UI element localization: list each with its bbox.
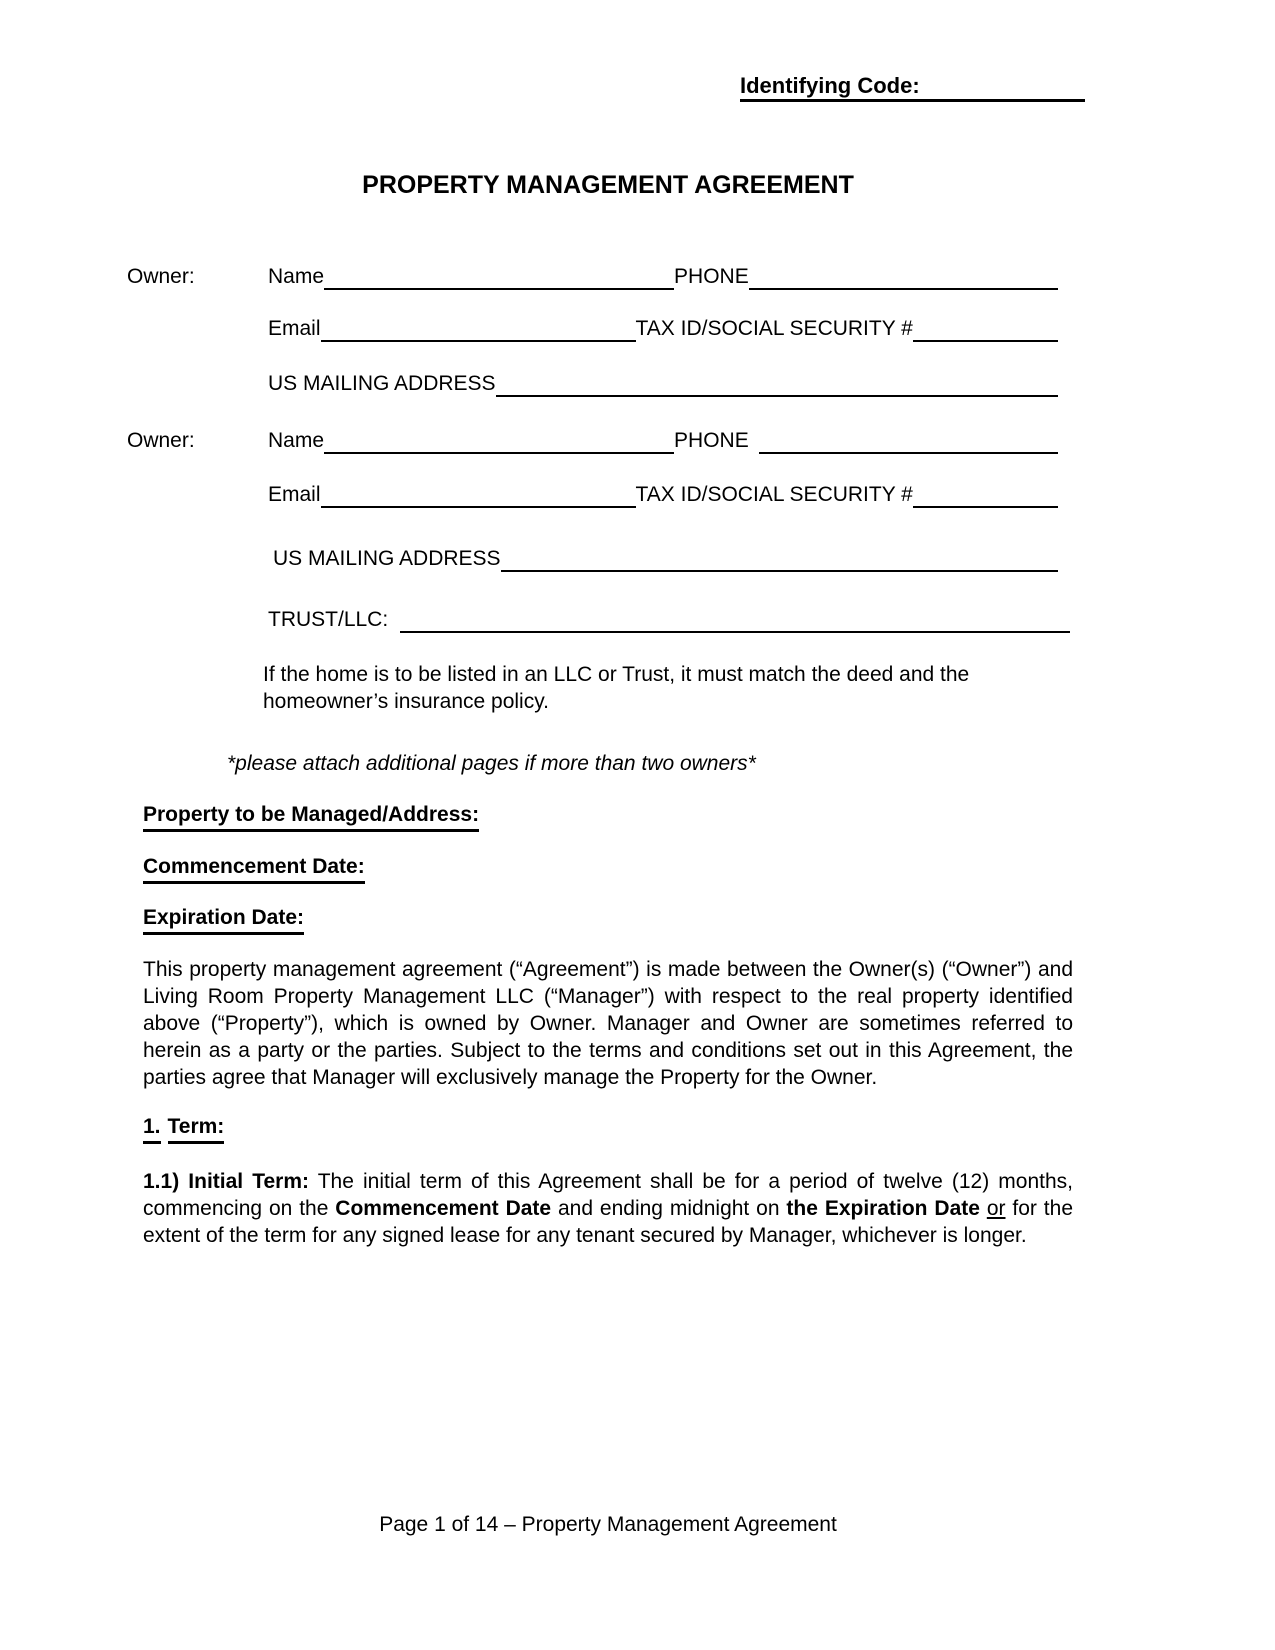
- owner2-mailing-address-label: US MAILING ADDRESS: [273, 547, 501, 570]
- trust-llc-label: TRUST/LLC:: [268, 608, 389, 631]
- owner2-name-phone-row: [268, 427, 1058, 454]
- owner1-taxid-blank[interactable]: [913, 315, 1058, 342]
- owner1-name-phone-row: [268, 263, 1058, 290]
- identifying-code-field[interactable]: [740, 72, 1085, 102]
- owner2-email-blank[interactable]: [321, 481, 636, 508]
- owner2-phone-blank[interactable]: [759, 427, 1058, 454]
- owner2-mailing-address-blank[interactable]: [501, 545, 1058, 572]
- initial-term-label: 1.1) Initial Term:: [143, 1170, 309, 1193]
- trust-llc-blank[interactable]: [400, 606, 1070, 633]
- identifying-code-label: Identifying Code:: [740, 73, 920, 98]
- page-footer: Page 1 of 14 – Property Management Agreement: [379, 1513, 837, 1536]
- owner2-name-blank[interactable]: [324, 427, 674, 454]
- expiration-date-heading: [143, 904, 304, 935]
- intro-paragraph: This property management agreement (“Agreement”) is made between the Owner(s) (“Owner”) and Living Room Property Management LLC (“Manager”) with respect to the real property identified above (“Property”), which is owned by Owner. Manager and Owner are sometimes referred to herein as a party or the parties. Subject to the terms and conditions set out in this Agreement, the parties agree that Manager will exclusively manage the Property for the Owner.: [143, 958, 1073, 1089]
- owner1-mailing-address-blank[interactable]: [496, 370, 1058, 397]
- property-managed-heading: [143, 801, 479, 832]
- initial-term-bold-expiration: the Expiration Date: [786, 1197, 987, 1220]
- owner1-mailing-address-label: US MAILING ADDRESS: [268, 372, 496, 395]
- owner1-phone-label: PHONE: [674, 265, 749, 288]
- llc-trust-note: If the home is to be listed in an LLC or Trust, it must match the deed and the homeowner’s insurance policy.: [263, 663, 970, 713]
- owner1-email-label: Email: [268, 317, 321, 340]
- owner2-name-label: Name: [268, 429, 325, 452]
- owner1-name-label: Name: [268, 265, 325, 288]
- owner1-email-blank[interactable]: [321, 315, 636, 342]
- initial-term-text1: The initial term of this Agreement shall be for a period of twelve (12) months, commencing on the: [143, 1170, 1073, 1220]
- trust-llc-row: [268, 606, 1070, 633]
- initial-term-text3: for the extent of the term for any signed lease for any tenant secured by Manager, whichever is longer.: [143, 1197, 1073, 1247]
- additional-pages-note: *please attach additional pages if more than two owners*: [227, 752, 756, 775]
- owner1-phone-blank[interactable]: [749, 263, 1058, 290]
- owner2-address-row: [273, 545, 1058, 572]
- initial-term-paragraph: [143, 1168, 1073, 1249]
- initial-term-text2: and ending midnight on: [551, 1197, 787, 1220]
- owner2-taxid-label: TAX ID/SOCIAL SECURITY #: [635, 483, 913, 506]
- expiration-date-heading-text: Expiration Date:: [143, 904, 304, 935]
- owner2-email-tax-row: [268, 481, 1058, 508]
- commencement-date-heading-text: Commencement Date:: [143, 853, 365, 884]
- owner2-label: Owner:: [127, 429, 195, 452]
- owner1-name-blank[interactable]: [324, 263, 674, 290]
- term-section-number: 1.: [143, 1113, 161, 1144]
- commencement-date-heading: [143, 853, 365, 884]
- owner1-label: Owner:: [127, 265, 195, 288]
- document-title: PROPERTY MANAGEMENT AGREEMENT: [362, 171, 854, 199]
- owner2-taxid-blank[interactable]: [913, 481, 1058, 508]
- property-managed-heading-text: Property to be Managed/Address:: [143, 801, 479, 832]
- initial-term-or: or: [986, 1197, 1006, 1220]
- owner1-address-row: [268, 370, 1058, 397]
- initial-term-bold-commencement: Commencement Date: [335, 1197, 552, 1220]
- owner2-email-label: Email: [268, 483, 321, 506]
- owner2-phone-label: PHONE: [674, 429, 749, 452]
- owner1-taxid-label: TAX ID/SOCIAL SECURITY #: [635, 317, 913, 340]
- term-section-heading: [143, 1113, 224, 1144]
- term-section-title: Term:: [168, 1113, 225, 1144]
- owner1-email-tax-row: [268, 315, 1058, 342]
